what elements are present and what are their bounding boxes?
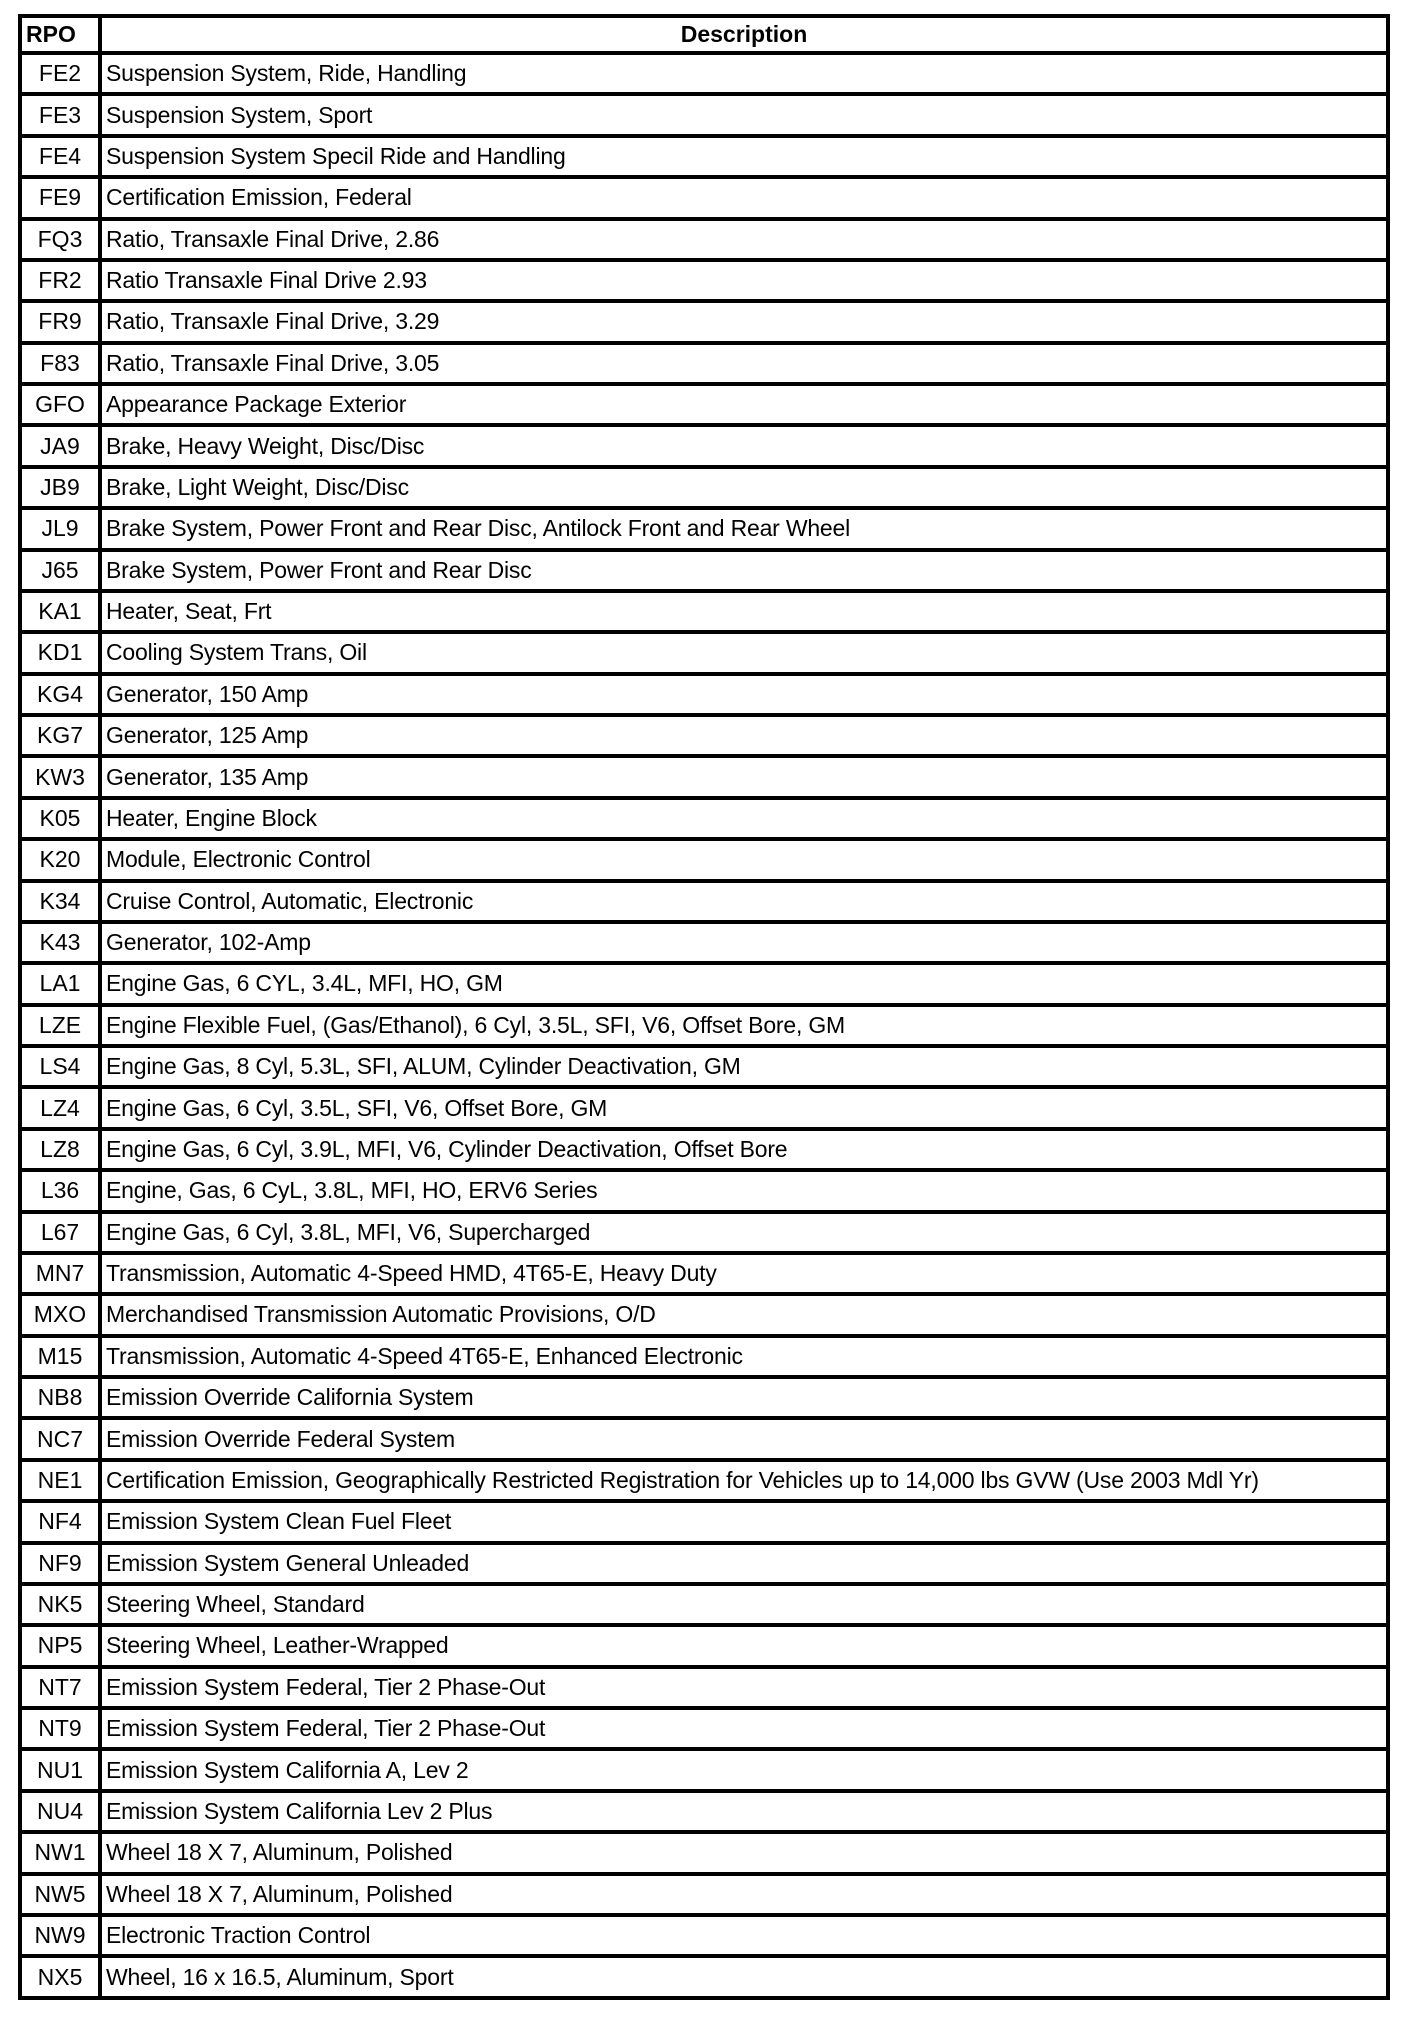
table-row — [20, 177, 1388, 218]
description: Engine Gas, 6 Cyl, 3.9L, MFI, V6, Cylinder Deactivation, Offset Bore — [100, 1129, 1388, 1170]
table-row — [20, 384, 1388, 425]
description: Ratio Transaxle Final Drive 2.93 — [100, 260, 1388, 301]
rpo-code: LS4 — [20, 1046, 100, 1087]
header-rpo: RPO — [20, 16, 100, 53]
rpo-code: NB8 — [20, 1377, 100, 1418]
rpo-code: LZE — [20, 1005, 100, 1046]
table-row — [20, 1543, 1388, 1584]
description: Transmission, Automatic 4-Speed HMD, 4T65-E, Heavy Duty — [100, 1253, 1388, 1294]
table-row — [20, 136, 1388, 177]
table-row — [20, 219, 1388, 260]
table-row — [20, 1791, 1388, 1832]
table-row — [20, 1501, 1388, 1542]
table-row — [20, 1874, 1388, 1915]
rpo-code: NX5 — [20, 1956, 100, 1998]
table-row — [20, 1584, 1388, 1625]
rpo-code: KG7 — [20, 715, 100, 756]
rpo-table — [18, 14, 1390, 2000]
rpo-code: JL9 — [20, 508, 100, 549]
table-row — [20, 1749, 1388, 1790]
rpo-code: MN7 — [20, 1253, 100, 1294]
description: Brake System, Power Front and Rear Disc — [100, 550, 1388, 591]
description: Emission System Federal, Tier 2 Phase-Out — [100, 1708, 1388, 1749]
rpo-code: NU1 — [20, 1749, 100, 1790]
rpo-code: NW5 — [20, 1874, 100, 1915]
description: Emission System California Lev 2 Plus — [100, 1791, 1388, 1832]
table-row — [20, 1625, 1388, 1666]
description: Engine Gas, 6 CYL, 3.4L, MFI, HO, GM — [100, 963, 1388, 1004]
description: Brake System, Power Front and Rear Disc, Antilock Front and Rear Wheel — [100, 508, 1388, 549]
description: Cooling System Trans, Oil — [100, 632, 1388, 673]
rpo-code: K20 — [20, 839, 100, 880]
description: Emission Override California System — [100, 1377, 1388, 1418]
table-row — [20, 1832, 1388, 1873]
table-row — [20, 301, 1388, 342]
rpo-code: NC7 — [20, 1418, 100, 1459]
description: Merchandised Transmission Automatic Provisions, O/D — [100, 1294, 1388, 1335]
description: Transmission, Automatic 4-Speed 4T65-E, Enhanced Electronic — [100, 1336, 1388, 1377]
table-row — [20, 260, 1388, 301]
description: Generator, 102-Amp — [100, 922, 1388, 963]
description: Emission System General Unleaded — [100, 1543, 1388, 1584]
rpo-code: NK5 — [20, 1584, 100, 1625]
description: Emission Override Federal System — [100, 1418, 1388, 1459]
rpo-code: FE9 — [20, 177, 100, 218]
description: Suspension System, Sport — [100, 94, 1388, 135]
description: Ratio, Transaxle Final Drive, 2.86 — [100, 219, 1388, 260]
rpo-code: K43 — [20, 922, 100, 963]
description: Suspension System Specil Ride and Handling — [100, 136, 1388, 177]
table-row — [20, 1170, 1388, 1211]
rpo-code: NT7 — [20, 1667, 100, 1708]
table-row — [20, 508, 1388, 549]
table-row — [20, 881, 1388, 922]
rpo-code: NE1 — [20, 1460, 100, 1501]
rpo-code: NT9 — [20, 1708, 100, 1749]
description: Engine Gas, 6 Cyl, 3.8L, MFI, V6, Supercharged — [100, 1212, 1388, 1253]
table-row — [20, 715, 1388, 756]
description: Module, Electronic Control — [100, 839, 1388, 880]
description: Ratio, Transaxle Final Drive, 3.05 — [100, 343, 1388, 384]
rpo-code: F83 — [20, 343, 100, 384]
rpo-code: L36 — [20, 1170, 100, 1211]
table-row — [20, 1377, 1388, 1418]
table-row — [20, 425, 1388, 466]
description: Brake, Light Weight, Disc/Disc — [100, 467, 1388, 508]
rpo-code: KD1 — [20, 632, 100, 673]
rpo-code: K34 — [20, 881, 100, 922]
rpo-code: NP5 — [20, 1625, 100, 1666]
rpo-code: JA9 — [20, 425, 100, 466]
description: Appearance Package Exterior — [100, 384, 1388, 425]
table-row — [20, 798, 1388, 839]
rpo-code: GFO — [20, 384, 100, 425]
table-row — [20, 343, 1388, 384]
rpo-code: KG4 — [20, 674, 100, 715]
table-row — [20, 467, 1388, 508]
table-row — [20, 550, 1388, 591]
rpo-code: FQ3 — [20, 219, 100, 260]
description: Heater, Engine Block — [100, 798, 1388, 839]
rpo-code: NW9 — [20, 1915, 100, 1956]
description: Wheel, 16 x 16.5, Aluminum, Sport — [100, 1956, 1388, 1998]
description: Wheel 18 X 7, Aluminum, Polished — [100, 1874, 1388, 1915]
rpo-code: FR2 — [20, 260, 100, 301]
table-row — [20, 1212, 1388, 1253]
description: Steering Wheel, Leather-Wrapped — [100, 1625, 1388, 1666]
description: Engine Gas, 6 Cyl, 3.5L, SFI, V6, Offset Bore, GM — [100, 1087, 1388, 1128]
description: Suspension System, Ride, Handling — [100, 53, 1388, 94]
table-row — [20, 1294, 1388, 1335]
table-row — [20, 756, 1388, 797]
table-row — [20, 1667, 1388, 1708]
description: Ratio, Transaxle Final Drive, 3.29 — [100, 301, 1388, 342]
description: Engine Flexible Fuel, (Gas/Ethanol), 6 Cyl, 3.5L, SFI, V6, Offset Bore, GM — [100, 1005, 1388, 1046]
rpo-code: NW1 — [20, 1832, 100, 1873]
header-row — [20, 16, 1388, 53]
description: Generator, 125 Amp — [100, 715, 1388, 756]
rpo-code: J65 — [20, 550, 100, 591]
header-description: Description — [100, 16, 1388, 53]
table-row — [20, 1046, 1388, 1087]
rpo-code: L67 — [20, 1212, 100, 1253]
description: Emission System California A, Lev 2 — [100, 1749, 1388, 1790]
description: Generator, 150 Amp — [100, 674, 1388, 715]
rpo-code: FR9 — [20, 301, 100, 342]
rpo-code: LZ8 — [20, 1129, 100, 1170]
table-row — [20, 94, 1388, 135]
table-row — [20, 53, 1388, 94]
table-row — [20, 1460, 1388, 1501]
rpo-code: KA1 — [20, 591, 100, 632]
description: Brake, Heavy Weight, Disc/Disc — [100, 425, 1388, 466]
description: Generator, 135 Amp — [100, 756, 1388, 797]
rpo-code: K05 — [20, 798, 100, 839]
table-row — [20, 839, 1388, 880]
table-row — [20, 1915, 1388, 1956]
description: Certification Emission, Geographically Restricted Registration for Vehicles up to 14,000 lbs GVW (Use 2003 Mdl Yr) — [100, 1460, 1388, 1501]
description: Certification Emission, Federal — [100, 177, 1388, 218]
table-row — [20, 922, 1388, 963]
description: Engine, Gas, 6 CyL, 3.8L, MFI, HO, ERV6 Series — [100, 1170, 1388, 1211]
rpo-code: FE3 — [20, 94, 100, 135]
rpo-code: M15 — [20, 1336, 100, 1377]
description: Heater, Seat, Frt — [100, 591, 1388, 632]
table-row — [20, 1956, 1388, 1998]
rpo-code: JB9 — [20, 467, 100, 508]
description: Electronic Traction Control — [100, 1915, 1388, 1956]
table-row — [20, 1129, 1388, 1170]
description: Cruise Control, Automatic, Electronic — [100, 881, 1388, 922]
table-row — [20, 963, 1388, 1004]
description: Emission System Federal, Tier 2 Phase-Out — [100, 1667, 1388, 1708]
rpo-code: MXO — [20, 1294, 100, 1335]
rpo-code: FE4 — [20, 136, 100, 177]
table-row — [20, 674, 1388, 715]
rpo-code: NU4 — [20, 1791, 100, 1832]
description: Steering Wheel, Standard — [100, 1584, 1388, 1625]
rpo-code: LA1 — [20, 963, 100, 1004]
table-row — [20, 1253, 1388, 1294]
rpo-code: FE2 — [20, 53, 100, 94]
rpo-code: NF4 — [20, 1501, 100, 1542]
table-row — [20, 1005, 1388, 1046]
table-row — [20, 632, 1388, 673]
rpo-code: NF9 — [20, 1543, 100, 1584]
table-row — [20, 1418, 1388, 1459]
description: Engine Gas, 8 Cyl, 5.3L, SFI, ALUM, Cylinder Deactivation, GM — [100, 1046, 1388, 1087]
rpo-code: LZ4 — [20, 1087, 100, 1128]
table-row — [20, 591, 1388, 632]
description: Emission System Clean Fuel Fleet — [100, 1501, 1388, 1542]
rpo-code: KW3 — [20, 756, 100, 797]
table-row — [20, 1087, 1388, 1128]
description: Wheel 18 X 7, Aluminum, Polished — [100, 1832, 1388, 1873]
table-row — [20, 1708, 1388, 1749]
table-row — [20, 1336, 1388, 1377]
